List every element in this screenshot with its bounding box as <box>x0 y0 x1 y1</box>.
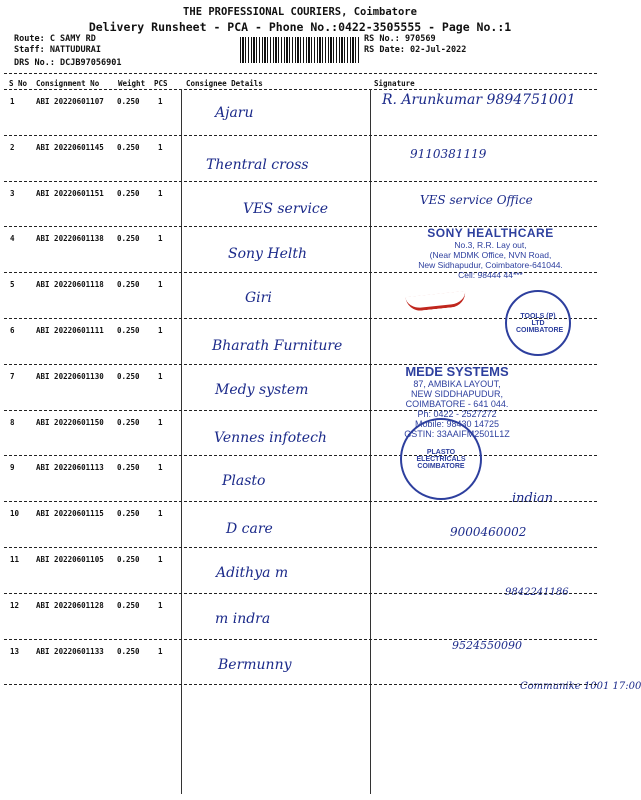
row-divider <box>4 135 597 136</box>
header-bottom-rule <box>4 89 597 90</box>
row-divider <box>4 501 597 502</box>
staff-label: Staff: NATTUDURAI <box>14 45 101 55</box>
document-subtitle: Delivery Runsheet - PCA - Phone No.:0422-3505555 - Page No.:1 <box>88 20 512 34</box>
col-header-pcs: PCS <box>154 79 168 88</box>
row-pcs: 1 <box>158 555 163 564</box>
row-sno: 11 <box>10 555 20 564</box>
row-weight: 0.250 <box>117 509 140 519</box>
row-consignee-handwriting: Bharath Furniture <box>212 338 343 354</box>
document-title: THE PROFESSIONAL COURIERS, Coimbatore <box>183 6 417 18</box>
row-consignment-no: ABI 20220601138 <box>36 234 104 244</box>
stamp-mede-line-7: GSTIN: 33AAIFM2501L1Z <box>404 429 510 439</box>
row-signature-handwriting: 9110381119 <box>410 146 487 161</box>
col-header-sno: S No <box>9 79 28 88</box>
row-weight: 0.250 <box>117 646 140 656</box>
header-top-rule <box>4 73 597 74</box>
row-divider <box>4 684 597 685</box>
row-signature-handwriting: VES service Office <box>420 192 533 207</box>
row-consignment-no: ABI 20220601130 <box>36 371 104 381</box>
row-weight: 0.250 <box>117 97 140 106</box>
row-weight: 0.250 <box>117 600 140 610</box>
tools-stamp-text: TOOLS (P) LTD COIMBATORE <box>516 312 564 334</box>
row-consignment-no: ABI 20220601150 <box>36 417 104 427</box>
row-pcs: 1 <box>158 326 163 335</box>
row-sno: 3 <box>10 188 15 198</box>
row-weight: 0.250 <box>117 463 140 473</box>
row-pcs: 1 <box>158 188 163 198</box>
row-signature-handwriting: Communike 1001 17:00 <box>520 680 641 692</box>
stamp-sony-line-4: New Sidhapudur, Coimbatore-641044. <box>418 260 563 270</box>
col-header-weight: Weight <box>118 79 146 88</box>
row-consignee-handwriting: Plasto <box>222 473 266 490</box>
row-divider <box>4 181 597 182</box>
barcode <box>240 37 360 63</box>
row-consignment-no: ABI 20220601128 <box>36 600 104 610</box>
rs-number: RS No.: 970569 <box>364 34 436 44</box>
rs-date: RS Date: 02-Jul-2022 <box>364 45 467 55</box>
row-sno: 10 <box>10 509 20 519</box>
row-pcs: 1 <box>158 417 163 427</box>
row-signature-handwriting: R. Arunkumar 9894751001 <box>382 92 576 108</box>
row-consignment-no: ABI 20220601151 <box>36 188 104 198</box>
row-signature-handwriting: indian <box>512 491 554 507</box>
plasto-round-stamp <box>400 418 482 500</box>
row-consignee-handwriting: Thentral cross <box>206 156 309 173</box>
row-consignee-handwriting: D care <box>226 521 273 538</box>
route-label: Route: C SAMY RD <box>14 34 96 44</box>
row-weight: 0.250 <box>117 417 140 427</box>
tools-round-stamp <box>505 290 571 356</box>
row-divider <box>4 593 597 594</box>
row-consignment-no: ABI 20220601115 <box>36 509 104 519</box>
stamp-sony-line-5: Cell: 98444 44*** <box>458 270 523 280</box>
row-consignment-no: ABI 20220601113 <box>36 463 104 473</box>
row-sno: 6 <box>10 326 15 335</box>
row-weight: 0.250 <box>117 188 140 198</box>
row-pcs: 1 <box>158 600 163 610</box>
row-consignee-handwriting: Medy system <box>215 381 309 398</box>
row-consignment-no: ABI 20220601105 <box>36 555 104 564</box>
row-consignment-no: ABI 20220601145 <box>36 142 104 152</box>
row-consignee-handwriting: Sony Helth <box>228 246 308 263</box>
stamp-mede-line-4: COIMBATORE - 641 044. <box>405 399 509 409</box>
drs-label: DRS No.: DCJB97056901 <box>14 58 122 68</box>
row-consignee-handwriting: Bermunny <box>218 656 292 673</box>
row-weight: 0.250 <box>117 142 140 152</box>
row-consignee-handwriting: Adithya m <box>216 565 289 581</box>
row-consignee-handwriting: Giri <box>245 290 272 307</box>
row-pcs: 1 <box>158 97 163 106</box>
consignee-column-rule <box>181 89 182 794</box>
row-pcs: 1 <box>158 509 163 519</box>
row-weight: 0.250 <box>117 234 140 244</box>
row-pcs: 1 <box>158 463 163 473</box>
sony-healthcare-stamp <box>388 226 593 280</box>
signature-column-rule <box>370 89 371 794</box>
row-consignee-handwriting: VES service <box>243 200 329 217</box>
row-consignment-no: ABI 20220601133 <box>36 646 104 656</box>
stamp-mede-line-2: 87, AMBIKA LAYOUT, <box>413 379 501 389</box>
row-consignment-no: ABI 20220601107 <box>36 97 104 106</box>
row-sno: 13 <box>10 646 20 656</box>
col-header-signature: Signature <box>374 79 415 88</box>
row-divider <box>4 455 597 456</box>
row-sno: 2 <box>10 142 15 152</box>
stamp-mede-line-1: MEDE SYSTEMS <box>405 364 509 379</box>
row-pcs: 1 <box>158 371 163 381</box>
row-sno: 1 <box>10 97 15 106</box>
col-header-consignment: Consignment No <box>36 79 100 88</box>
row-consignee-handwriting: m indra <box>215 610 271 627</box>
stamp-sony-line-2: No.3, R.R. Lay out, <box>454 240 527 250</box>
row-sno: 12 <box>10 600 20 610</box>
stamp-mede-line-3: NEW SIDDHAPUDUR, <box>410 389 503 399</box>
stamp-mede-line-6: Mobile: 98430 14725 <box>414 419 500 429</box>
stamp-sony-line-3: (Near MDMK Office, NVN Road, <box>429 250 552 260</box>
stamp-mede-line-5: Ph: 0422 - 2527272 <box>417 409 497 419</box>
row-signature-handwriting: 9842241186 <box>505 587 569 598</box>
row-sno: 8 <box>10 417 15 427</box>
row-weight: 0.250 <box>117 280 140 290</box>
row-weight: 0.250 <box>117 326 140 335</box>
row-pcs: 1 <box>158 646 163 656</box>
row-sno: 4 <box>10 234 15 244</box>
stamp-sony-line-1: SONY HEALTHCARE <box>427 226 554 240</box>
row-sno: 7 <box>10 371 15 381</box>
plasto-stamp-text: PLASTO ELECTRICALS COIMBATORE <box>416 448 466 470</box>
row-consignment-no: ABI 20220601118 <box>36 280 104 290</box>
row-weight: 0.250 <box>117 371 140 381</box>
row-consignment-no: ABI 20220601111 <box>36 326 104 335</box>
row-sno: 9 <box>10 463 15 473</box>
row-pcs: 1 <box>158 142 163 152</box>
row-consignee-handwriting: Vennes infotech <box>214 429 327 446</box>
row-signature-handwriting: 9000460002 <box>450 525 527 540</box>
row-weight: 0.250 <box>117 555 140 564</box>
row-signature-handwriting: 9524550090 <box>452 638 522 652</box>
row-divider <box>4 639 597 640</box>
row-pcs: 1 <box>158 280 163 290</box>
row-sno: 5 <box>10 280 15 290</box>
signature-scribble-red <box>405 291 466 312</box>
row-divider <box>4 547 597 548</box>
col-header-consignee: Consignee Details <box>186 79 263 88</box>
row-pcs: 1 <box>158 234 163 244</box>
row-consignee-handwriting: Ajaru <box>215 105 254 121</box>
